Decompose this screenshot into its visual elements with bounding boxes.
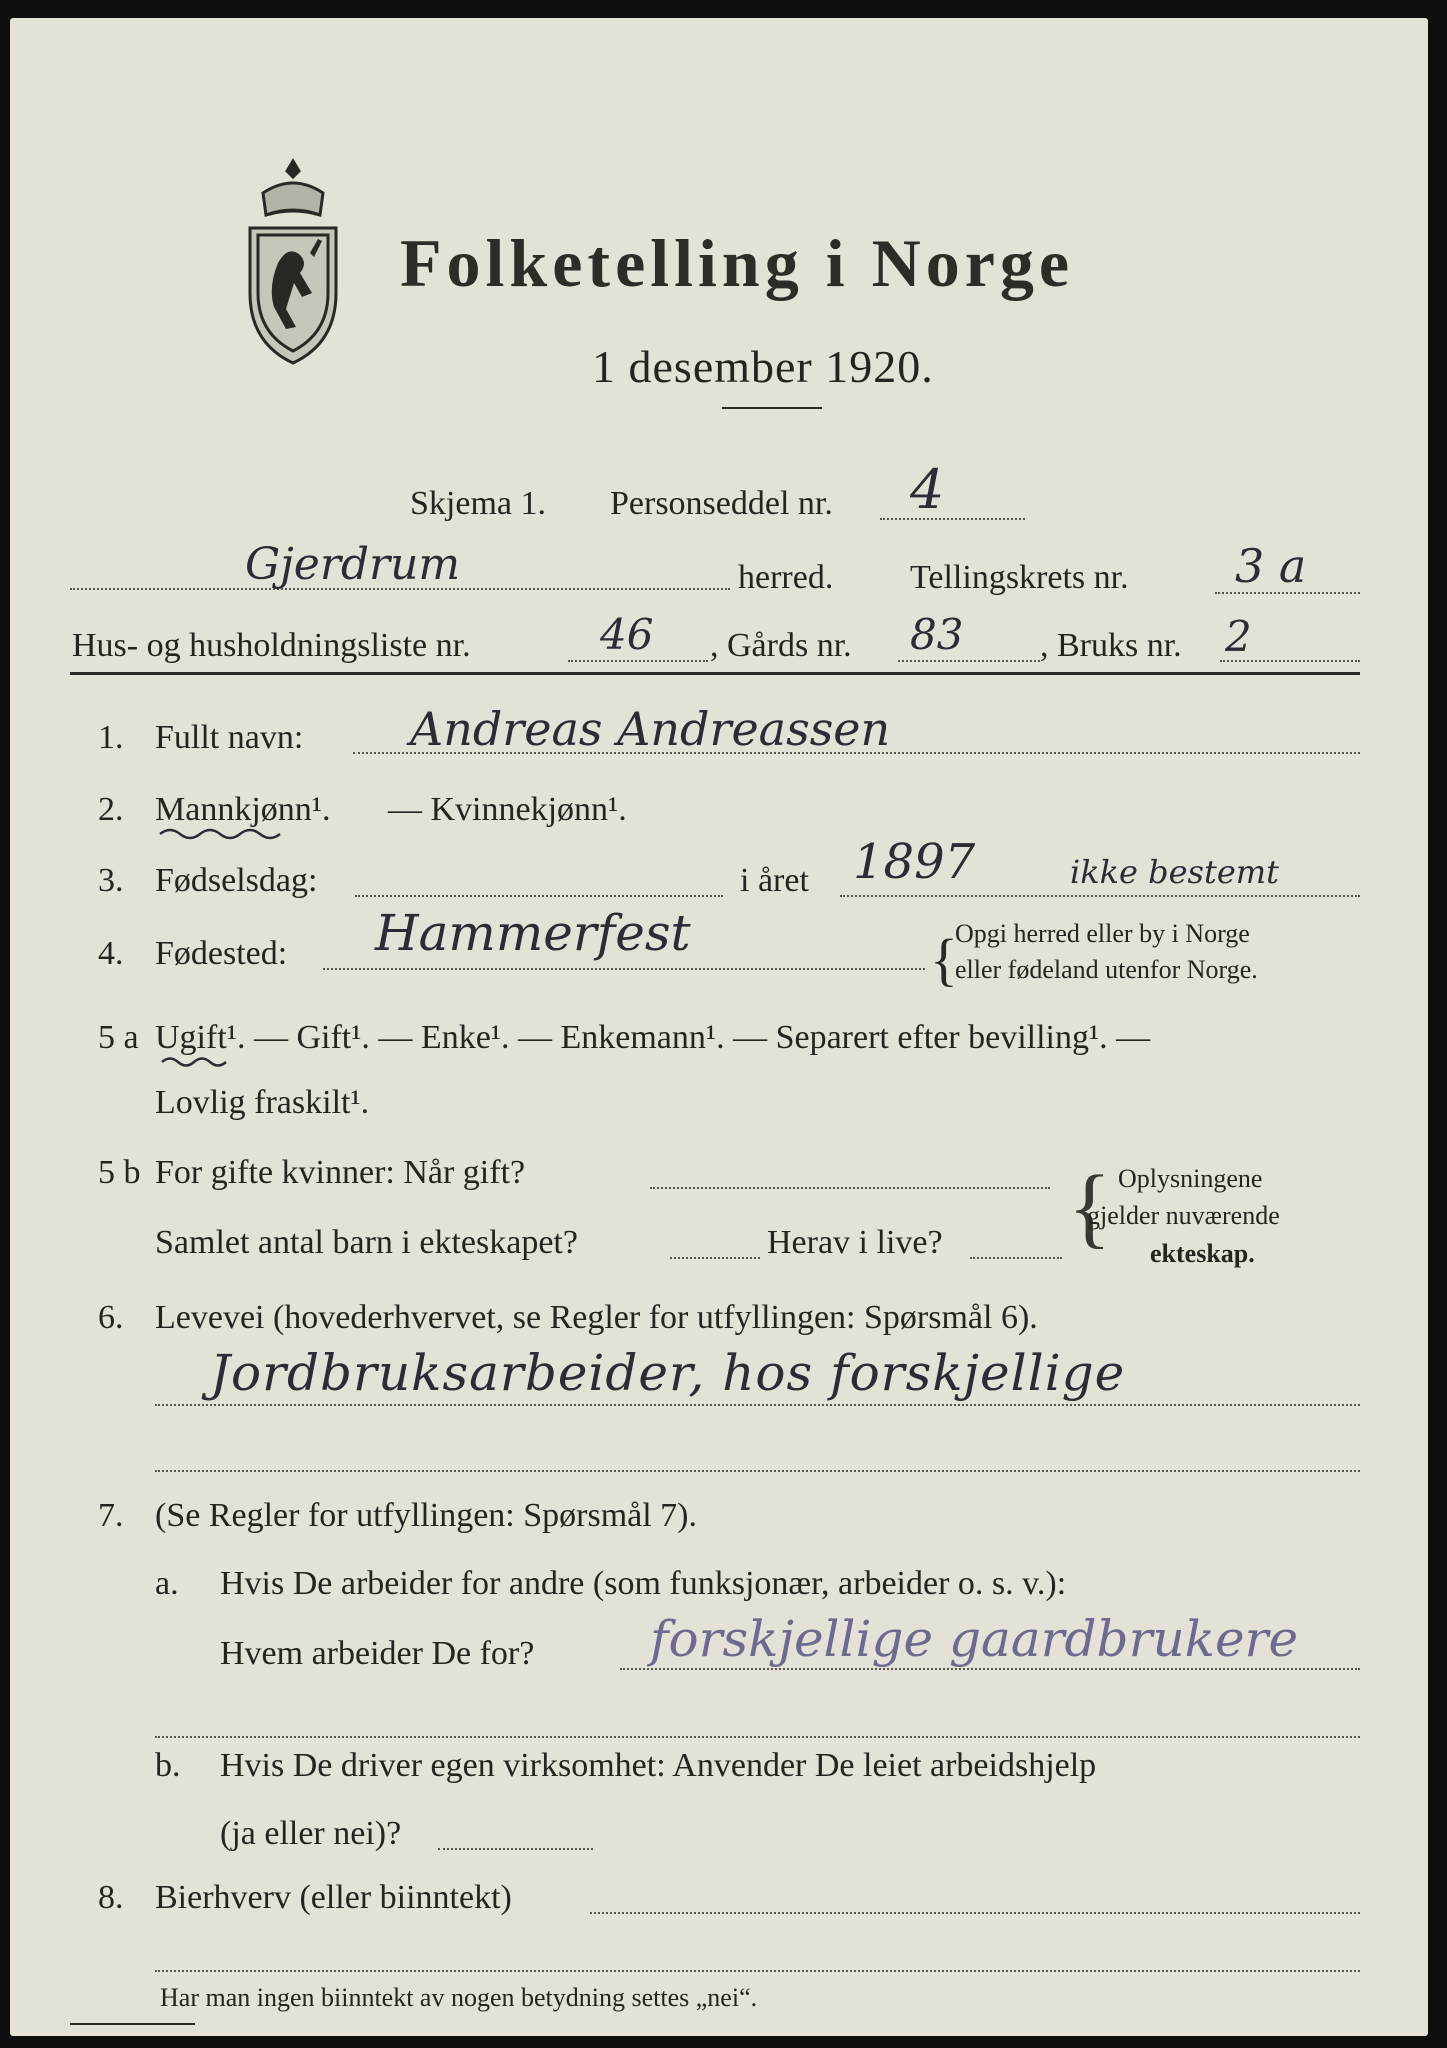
footer-rule bbox=[70, 2023, 195, 2025]
q5b-note-2: gjelder nuværende bbox=[1087, 1201, 1280, 1230]
birthplace-note-1: Opgi herred eller by i Norge bbox=[955, 919, 1250, 948]
q6-number: 6. bbox=[98, 1299, 124, 1336]
personseddel-value: 4 bbox=[910, 458, 945, 521]
marital-status-options: Ugift¹. — Gift¹. — Enke¹. — Enkemann¹. — Separert efter bevilling¹. — bbox=[155, 1019, 1151, 1056]
bruks-value: 2 bbox=[1225, 612, 1252, 661]
q4-line bbox=[323, 968, 925, 970]
occupation-value: Jordbruksarbeider, hos forskjellige bbox=[210, 1344, 1126, 1402]
q4-number: 4. bbox=[98, 935, 124, 972]
children-count-line bbox=[670, 1257, 760, 1259]
children-alive-label: Herav i live? bbox=[767, 1224, 943, 1261]
tellingskrets-value: 3 a bbox=[1235, 539, 1307, 593]
herred-value: Gjerdrum bbox=[245, 539, 461, 590]
q7b-line bbox=[438, 1848, 593, 1850]
employer-line-2 bbox=[155, 1736, 1360, 1738]
footer-note: Har man ingen biinntekt av nogen betydning settes „nei“. bbox=[160, 1983, 758, 2012]
year-label: i året bbox=[740, 862, 809, 899]
skjema-label: Skjema 1. bbox=[410, 485, 546, 522]
census-date: 1 desember 1920. bbox=[592, 341, 934, 392]
q7a-line1: Hvis De arbeider for andre (som funksjonær, arbeider o. s. v.): bbox=[220, 1565, 1067, 1602]
personseddel-label: Personseddel nr. bbox=[610, 485, 833, 522]
q1-label: Fullt navn: bbox=[155, 719, 304, 756]
birthplace-value: Hammerfest bbox=[375, 904, 691, 962]
q2-number: 2. bbox=[98, 791, 124, 828]
title-divider bbox=[722, 407, 822, 409]
q5b-note-1: Oplysningene bbox=[1118, 1164, 1263, 1193]
children-alive-line bbox=[970, 1257, 1062, 1259]
q6-label: Levevei (hovederhvervet, se Regler for utfyllingen: Spørsmål 6). bbox=[155, 1299, 1038, 1336]
census-form-page bbox=[10, 18, 1428, 2036]
hus-value: 46 bbox=[600, 610, 654, 659]
birth-year-value: 1897 bbox=[853, 834, 976, 890]
q8-line-2 bbox=[155, 1970, 1360, 1972]
q7b-line2: (ja eller nei)? bbox=[220, 1815, 402, 1852]
q5b-brace: { bbox=[1068, 1158, 1112, 1257]
children-count-label: Samlet antal barn i ekteskapet? bbox=[155, 1224, 578, 1261]
q5b-note-3: ekteskap. bbox=[1150, 1239, 1255, 1268]
form-title: Folketelling i Norge bbox=[400, 225, 1075, 301]
q7-number: 7. bbox=[98, 1497, 124, 1534]
q8-label: Bierhverv (eller biinntekt) bbox=[155, 1879, 512, 1916]
hus-line bbox=[568, 660, 708, 662]
header-divider bbox=[70, 672, 1360, 675]
gards-line bbox=[898, 660, 1040, 662]
tellingskrets-label: Tellingskrets nr. bbox=[910, 559, 1129, 596]
q7-label: (Se Regler for utfyllingen: Spørsmål 7). bbox=[155, 1497, 698, 1534]
q7a-letter: a. bbox=[155, 1565, 179, 1602]
gender-male-option: Mannkjønn¹. bbox=[155, 791, 331, 828]
q5b-number: 5 b bbox=[98, 1154, 141, 1191]
herred-label: herred. bbox=[738, 559, 834, 596]
norwegian-coat-of-arms-icon bbox=[228, 153, 358, 373]
married-when-line bbox=[650, 1187, 1050, 1189]
male-underline-mark bbox=[158, 826, 288, 842]
gender-female-option: — Kvinnekjønn¹. bbox=[388, 791, 627, 828]
q4-label: Fødested: bbox=[155, 935, 288, 972]
unmarried-underline-mark bbox=[160, 1055, 240, 1069]
personseddel-line bbox=[880, 518, 1025, 520]
bruks-label: , Bruks nr. bbox=[1040, 627, 1182, 664]
gards-value: 83 bbox=[910, 610, 964, 659]
q7b-letter: b. bbox=[155, 1747, 181, 1784]
q8-line bbox=[590, 1912, 1360, 1914]
employer-value: forskjellige gaardbrukere bbox=[650, 1610, 1299, 1668]
gards-label: , Gårds nr. bbox=[710, 627, 852, 664]
q4-brace: { bbox=[930, 927, 958, 992]
birth-note-value: ikke bestemt bbox=[1070, 853, 1279, 891]
marital-status-divorced: Lovlig fraskilt¹. bbox=[155, 1084, 370, 1121]
q7b-line1: Hvis De driver egen virksomhet: Anvender De leiet arbeidshjelp bbox=[220, 1747, 1097, 1784]
employer-line bbox=[620, 1668, 1360, 1670]
married-when-label: For gifte kvinner: Når gift? bbox=[155, 1154, 526, 1191]
birthplace-note-2: eller fødeland utenfor Norge. bbox=[955, 955, 1258, 984]
q8-number: 8. bbox=[98, 1879, 124, 1916]
q7a-line2: Hvem arbeider De for? bbox=[220, 1635, 535, 1672]
q3-line bbox=[355, 895, 723, 897]
hus-label: Hus- og husholdningsliste nr. bbox=[72, 627, 471, 664]
full-name-value: Andreas Andreassen bbox=[410, 702, 891, 756]
q6-line-2 bbox=[155, 1470, 1360, 1472]
q3-number: 3. bbox=[98, 862, 124, 899]
year-line bbox=[840, 895, 1360, 897]
q5a-number: 5 a bbox=[98, 1019, 139, 1056]
q6-line-1 bbox=[155, 1404, 1360, 1406]
q3-label: Fødselsdag: bbox=[155, 862, 318, 899]
q1-number: 1. bbox=[98, 719, 124, 756]
